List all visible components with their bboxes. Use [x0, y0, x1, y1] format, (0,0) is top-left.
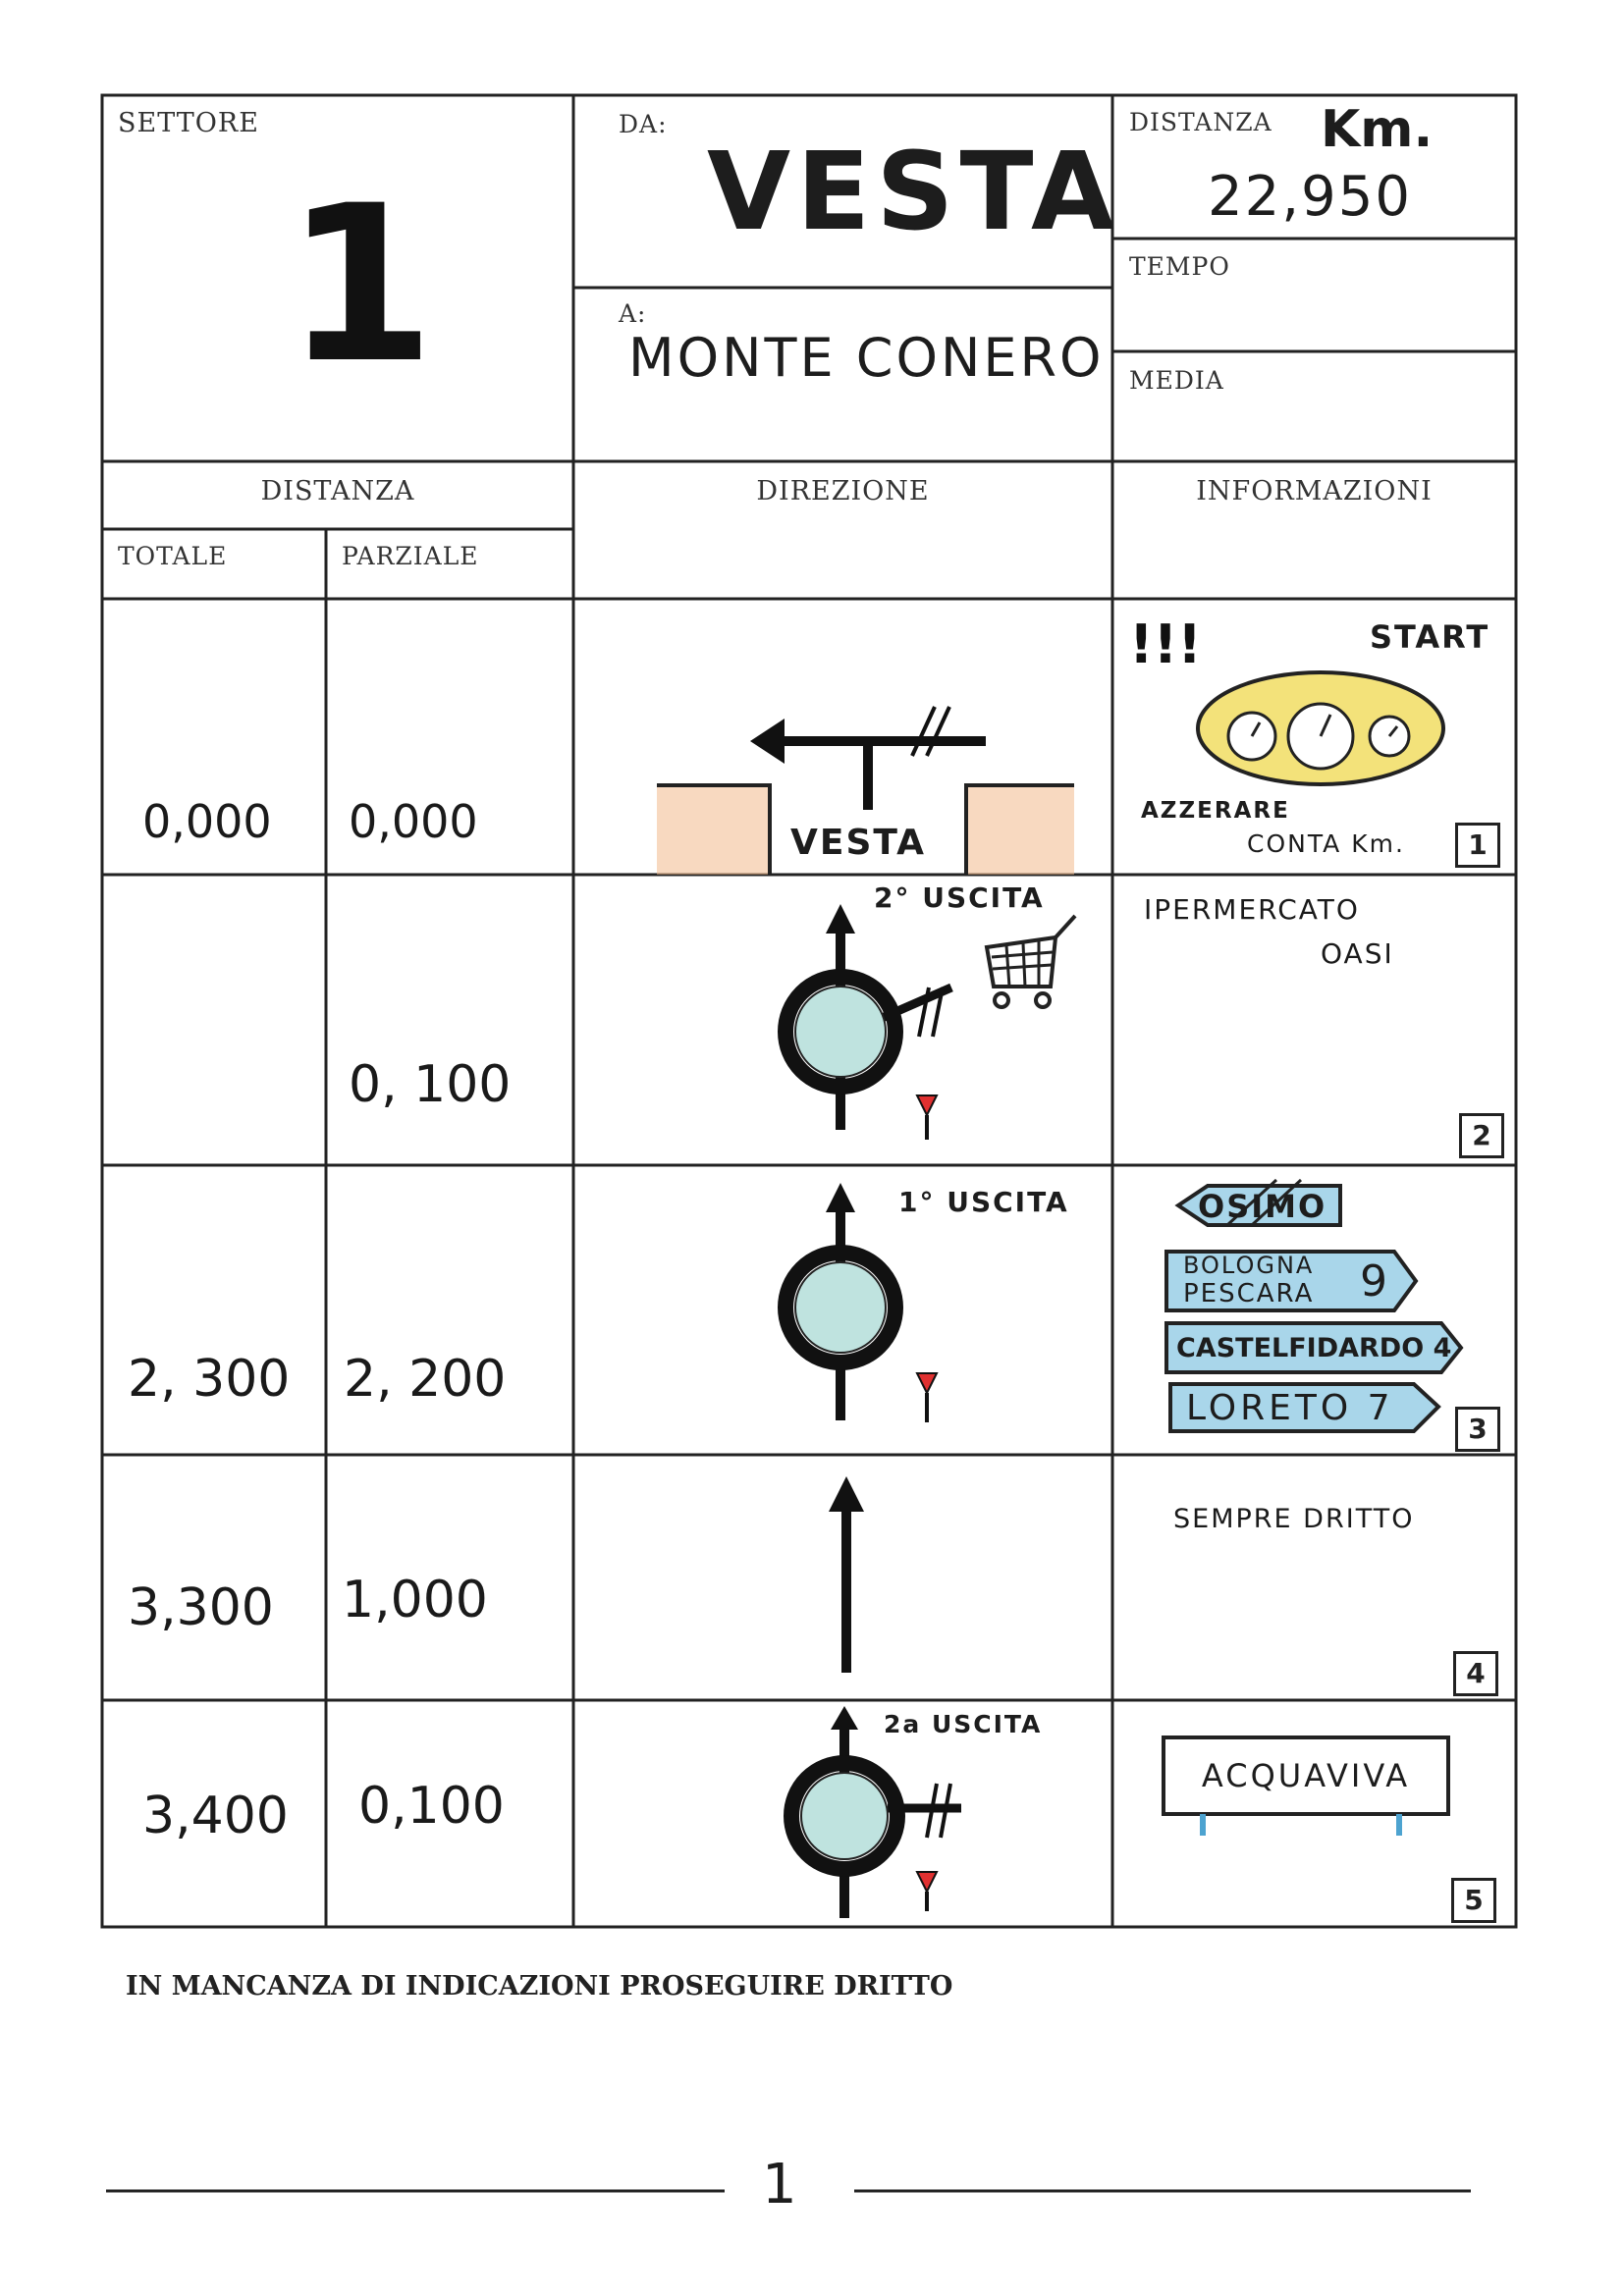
- a-label: A:: [619, 299, 647, 328]
- sign-bologna-distance: 9: [1360, 1256, 1387, 1307]
- row5-parziale: 0,100: [358, 1777, 505, 1836]
- distanza-unit: Km.: [1321, 100, 1434, 159]
- da-label: DA:: [619, 110, 668, 138]
- settore-number: 1: [285, 159, 436, 410]
- row1-direction-label: VESTA: [790, 823, 927, 863]
- sign-castelfidardo: CASTELFIDARDO 4: [1176, 1333, 1452, 1363]
- row5-direction-label: 2a USCITA: [884, 1710, 1043, 1738]
- sign-pescara: PESCARA: [1183, 1279, 1315, 1308]
- row5-sign-text: ACQUAVIVA: [1201, 1757, 1411, 1794]
- row4-info-line1: SEMPRE DRITTO: [1173, 1504, 1415, 1534]
- tempo-label: TEMPO: [1129, 252, 1230, 281]
- page-number: 1: [762, 2153, 797, 2216]
- row1-parziale: 0,000: [349, 795, 478, 848]
- distanza-value: 22,950: [1208, 165, 1412, 229]
- row3-totale: 2, 300: [128, 1350, 291, 1409]
- col-direzione: DIREZIONE: [756, 476, 930, 507]
- row4-box-number: 4: [1453, 1651, 1498, 1696]
- row1-info-line2: CONTA Km.: [1247, 829, 1405, 858]
- a-value: MONTE CONERO: [628, 327, 1105, 389]
- row5-totale: 3,400: [142, 1787, 289, 1845]
- sign-bologna: BOLOGNA: [1183, 1252, 1315, 1279]
- odometer-icon: [1193, 667, 1448, 790]
- col-distanza: DISTANZA: [260, 476, 415, 507]
- row5-box-number: 5: [1451, 1878, 1496, 1923]
- row3-parziale: 2, 200: [344, 1350, 507, 1409]
- row2-direction-label: 2° USCITA: [874, 881, 1045, 914]
- row2-info-line1: IPERMERCATO: [1144, 893, 1360, 926]
- media-label: MEDIA: [1129, 366, 1224, 395]
- row1-info-line1: AZZERARE: [1141, 798, 1290, 824]
- da-value: VESTA: [707, 129, 1121, 254]
- sign-loreto: LORETO 7: [1186, 1388, 1394, 1428]
- col-informazioni: INFORMAZIONI: [1196, 476, 1433, 507]
- settore-label: SETTORE: [118, 108, 259, 138]
- row3-direction-label: 1° USCITA: [898, 1186, 1069, 1218]
- row4-totale: 3,300: [128, 1578, 274, 1637]
- shopping-cart-icon: [972, 898, 1090, 1016]
- row1-totale: 0,000: [142, 795, 272, 848]
- row3-box-number: 3: [1455, 1407, 1500, 1452]
- row2-info-line2: OASI: [1321, 937, 1394, 970]
- footer-rule: [0, 2160, 1624, 2218]
- distanza-header-label: DISTANZA: [1129, 108, 1272, 136]
- footer-note: IN MANCANZA DI INDICAZIONI PROSEGUIRE DRITTO: [126, 1971, 953, 2002]
- row2-parziale: 0, 100: [349, 1055, 512, 1114]
- sign-osimo: OSIMO: [1198, 1188, 1327, 1225]
- col-totale: TOTALE: [118, 542, 228, 570]
- row1-exclaim: !!!: [1129, 614, 1202, 675]
- row1-box-number: 1: [1455, 823, 1500, 868]
- straight-arrow-icon: [573, 1455, 1112, 1700]
- row2-box-number: 2: [1459, 1113, 1504, 1158]
- row4-parziale: 1,000: [342, 1571, 488, 1629]
- row1-start: START: [1370, 618, 1490, 656]
- col-parziale: PARZIALE: [342, 542, 479, 570]
